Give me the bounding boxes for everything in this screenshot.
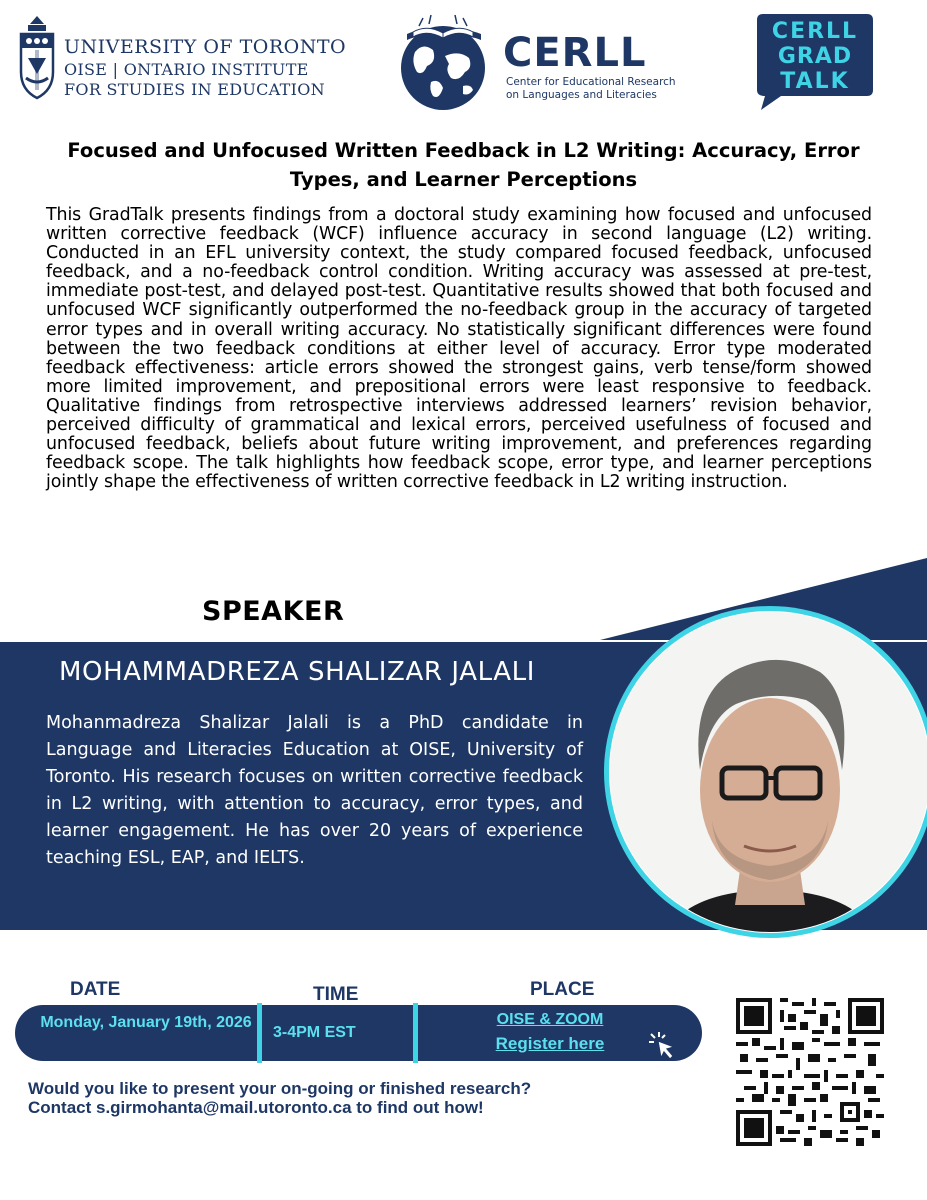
cerll-subtitle-line-2: on Languages and Literacies	[506, 89, 657, 101]
time-label: TIME	[313, 984, 359, 1005]
gradtalk-line-1: CERLL	[771, 19, 859, 44]
cerll-subtitle	[506, 76, 676, 102]
place-link[interactable]: OISE & ZOOM	[496, 1011, 604, 1028]
globe-book-icon	[393, 12, 497, 112]
footer-contact-note: Would you like to present your on-going or finished research? Contact s.girmohanta@mail.utoronto.ca to find out how!	[28, 1079, 532, 1117]
uoft-crest-icon	[18, 14, 56, 100]
uoft-line-3: FOR STUDIES IN EDUCATION	[64, 80, 325, 99]
time-value: 3-4PM EST	[273, 1024, 356, 1041]
date-value: Monday, January 19th, 2026	[40, 1014, 252, 1031]
talk-abstract: This GradTalk presents findings from a doctoral study examining how focused and unfocused written corrective feedback (WCF) influence accuracy in second language (L2) writing. Conducted in an EFL university context, the study compared focused feedback, unfocused feedback, and a no-feedback control condition. Writing accuracy was assessed at pre-test, immediate post-test, and delayed post-test. Quantitative results showed that both focused and unfocused WCF significantly outperformed the no-feedback group in the accuracy of targeted error types and in overall writing accuracy. No statistically significant differences were found between the two feedback conditions at either level of accuracy. Error type moderated feedback effectiveness: article errors showed the strongest gains, verb tense/form showed more limited improvement, and prepositional errors were least responsive to feedback. Qualitative findings from retrospective interviews addressed learners’ revision behavior, perceived difficulty of grammatical and lexical errors, perceived usefulness of focused and unfocused feedback, beliefs about future writing improvement, and preferences regarding feedback scope. The talk highlights how feedback scope, error type, and learner perceptions jointly shape the effectiveness of written corrective feedback in L2 writing instruction.	[46, 205, 872, 493]
speaker-bio: Mohanmadreza Shalizar Jalali is a PhD candidate in Language and Literacies Education at OISE, University of Toronto. His research focuses on written corrective feedback in L2 writing, with attention to accuracy, error types, and learner engagement. He has over 20 years of experience teaching ESL, EAP, and IELTS.	[46, 713, 583, 868]
speaker-name: MOHAMMADREZA SHALIZAR JALALI	[59, 657, 536, 687]
talk-title: Focused and Unfocused Written Feedback in L2 Writing: Accuracy, Error Types, and Learner Perceptions	[67, 139, 860, 191]
speaker-heading: SPEAKER	[202, 596, 345, 627]
speaker-photo	[600, 594, 927, 940]
cerll-logo	[393, 12, 713, 112]
date-label: DATE	[70, 979, 121, 1000]
place-links	[430, 1009, 670, 1055]
cerll-gradtalk-badge	[757, 14, 873, 110]
cerll-wordmark: CERLL	[503, 30, 647, 76]
click-cursor-icon	[648, 1031, 678, 1061]
uoft-line-2: OISE | ONTARIO INSTITUTE	[64, 60, 309, 79]
uoft-oise-logo	[18, 14, 370, 104]
uoft-line-1: UNIVERSITY OF TORONTO	[64, 36, 347, 58]
bar-divider	[413, 1003, 418, 1063]
qr-code[interactable]	[736, 998, 884, 1146]
place-label: PLACE	[530, 979, 595, 1000]
register-link[interactable]: Register here	[495, 1034, 605, 1053]
cerll-subtitle-line-1: Center for Educational Research	[506, 76, 676, 88]
gradtalk-line-2: GRAD	[777, 44, 853, 69]
gradtalk-line-3: TALK	[780, 69, 850, 94]
